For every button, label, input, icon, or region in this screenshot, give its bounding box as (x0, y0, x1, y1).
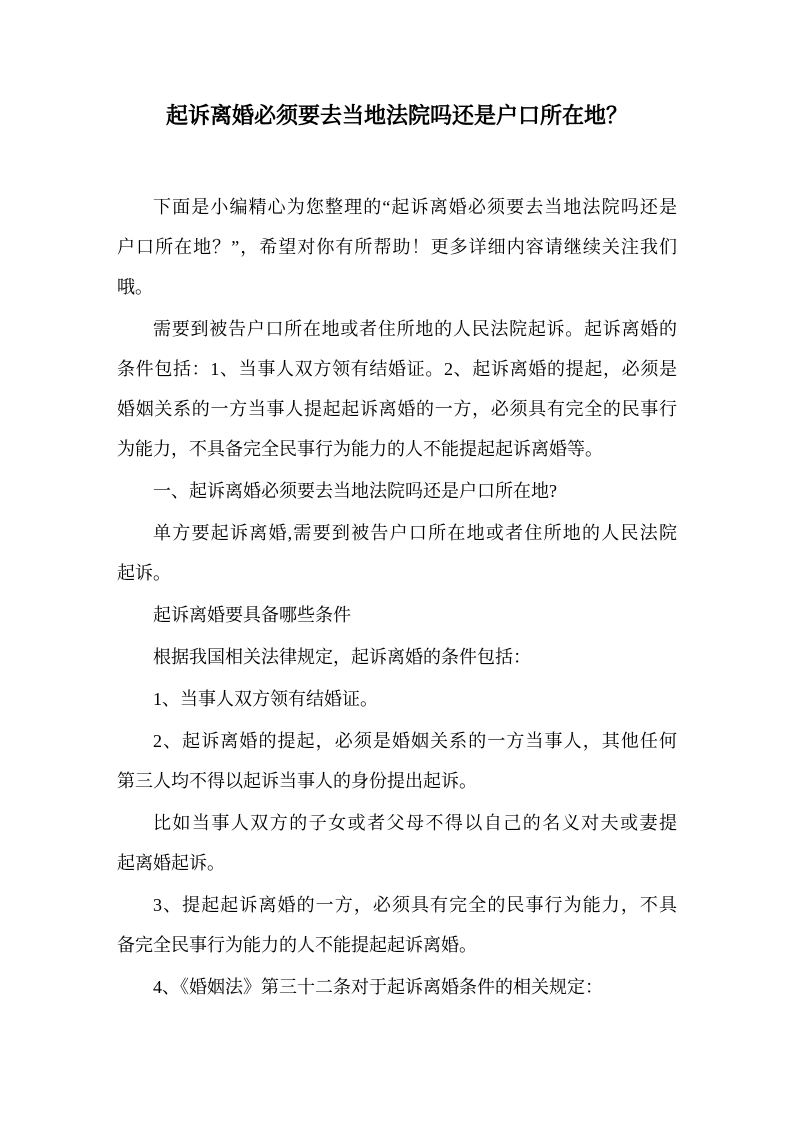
text-line: 单方要起诉离婚,需要到被告户口所在地或者住所地的人民法院 (153, 523, 677, 543)
text-line: 起离婚起诉。 (117, 853, 225, 873)
text-line: 第三人均不得以起诉当事人的身份提出起诉。 (117, 771, 477, 791)
paragraph (117, 885, 677, 965)
text-line: 起诉离婚要具备哪些条件 (153, 605, 351, 625)
paragraph (117, 471, 677, 511)
paragraph (117, 803, 677, 883)
text-line: 婚姻关系的一方当事人提起起诉离婚的一方，必须具有完全的民事行 (117, 399, 677, 419)
text-line: 哦。 (117, 277, 153, 297)
text-line: 备完全民事行为能力的人不能提起起诉离婚。 (117, 935, 477, 955)
paragraph (117, 637, 677, 677)
text-line: 根据我国相关法律规定，起诉离婚的条件包括： (153, 647, 531, 667)
text-line: 2、起诉离婚的提起，必须是婚姻关系的一方当事人，其他任何 (153, 731, 677, 751)
text-line: 比如当事人双方的子女或者父母不得以自己的名义对夫或妻提 (153, 813, 677, 833)
document-title: 起诉离婚必须要去当地法院吗还是户口所在地？ (165, 103, 628, 128)
paragraph (117, 513, 677, 593)
text-line: 下面是小编精心为您整理的“起诉离婚必须要去当地法院吗还是 (153, 197, 677, 217)
text-line: 户口所在地？”，希望对你有所帮助！更多详细内容请继续关注我们 (117, 237, 677, 257)
text-line: 为能力，不具备完全民事行为能力的人不能提起起诉离婚等。 (117, 439, 603, 459)
text-line: 3、提起起诉离婚的一方，必须具有完全的民事行为能力，不具 (153, 895, 677, 915)
text-line: 一、起诉离婚必须要去当地法院吗还是户口所在地? (153, 481, 557, 501)
paragraph (117, 967, 677, 1007)
paragraph (117, 187, 677, 307)
text-line: 条件包括：1、当事人双方领有结婚证。2、起诉离婚的提起，必须是 (117, 359, 677, 379)
paragraph (117, 309, 677, 469)
document-body (117, 187, 677, 1007)
text-line: 起诉。 (117, 563, 171, 583)
paragraph (117, 679, 677, 719)
paragraph (117, 721, 677, 801)
text-line: 4、《婚姻法》第三十二条对于起诉离婚条件的相关规定： (153, 977, 603, 997)
paragraph (117, 595, 677, 635)
text-line: 需要到被告户口所在地或者住所地的人民法院起诉。起诉离婚的 (153, 319, 677, 339)
text-line: 1、当事人双方领有结婚证。 (153, 689, 378, 709)
